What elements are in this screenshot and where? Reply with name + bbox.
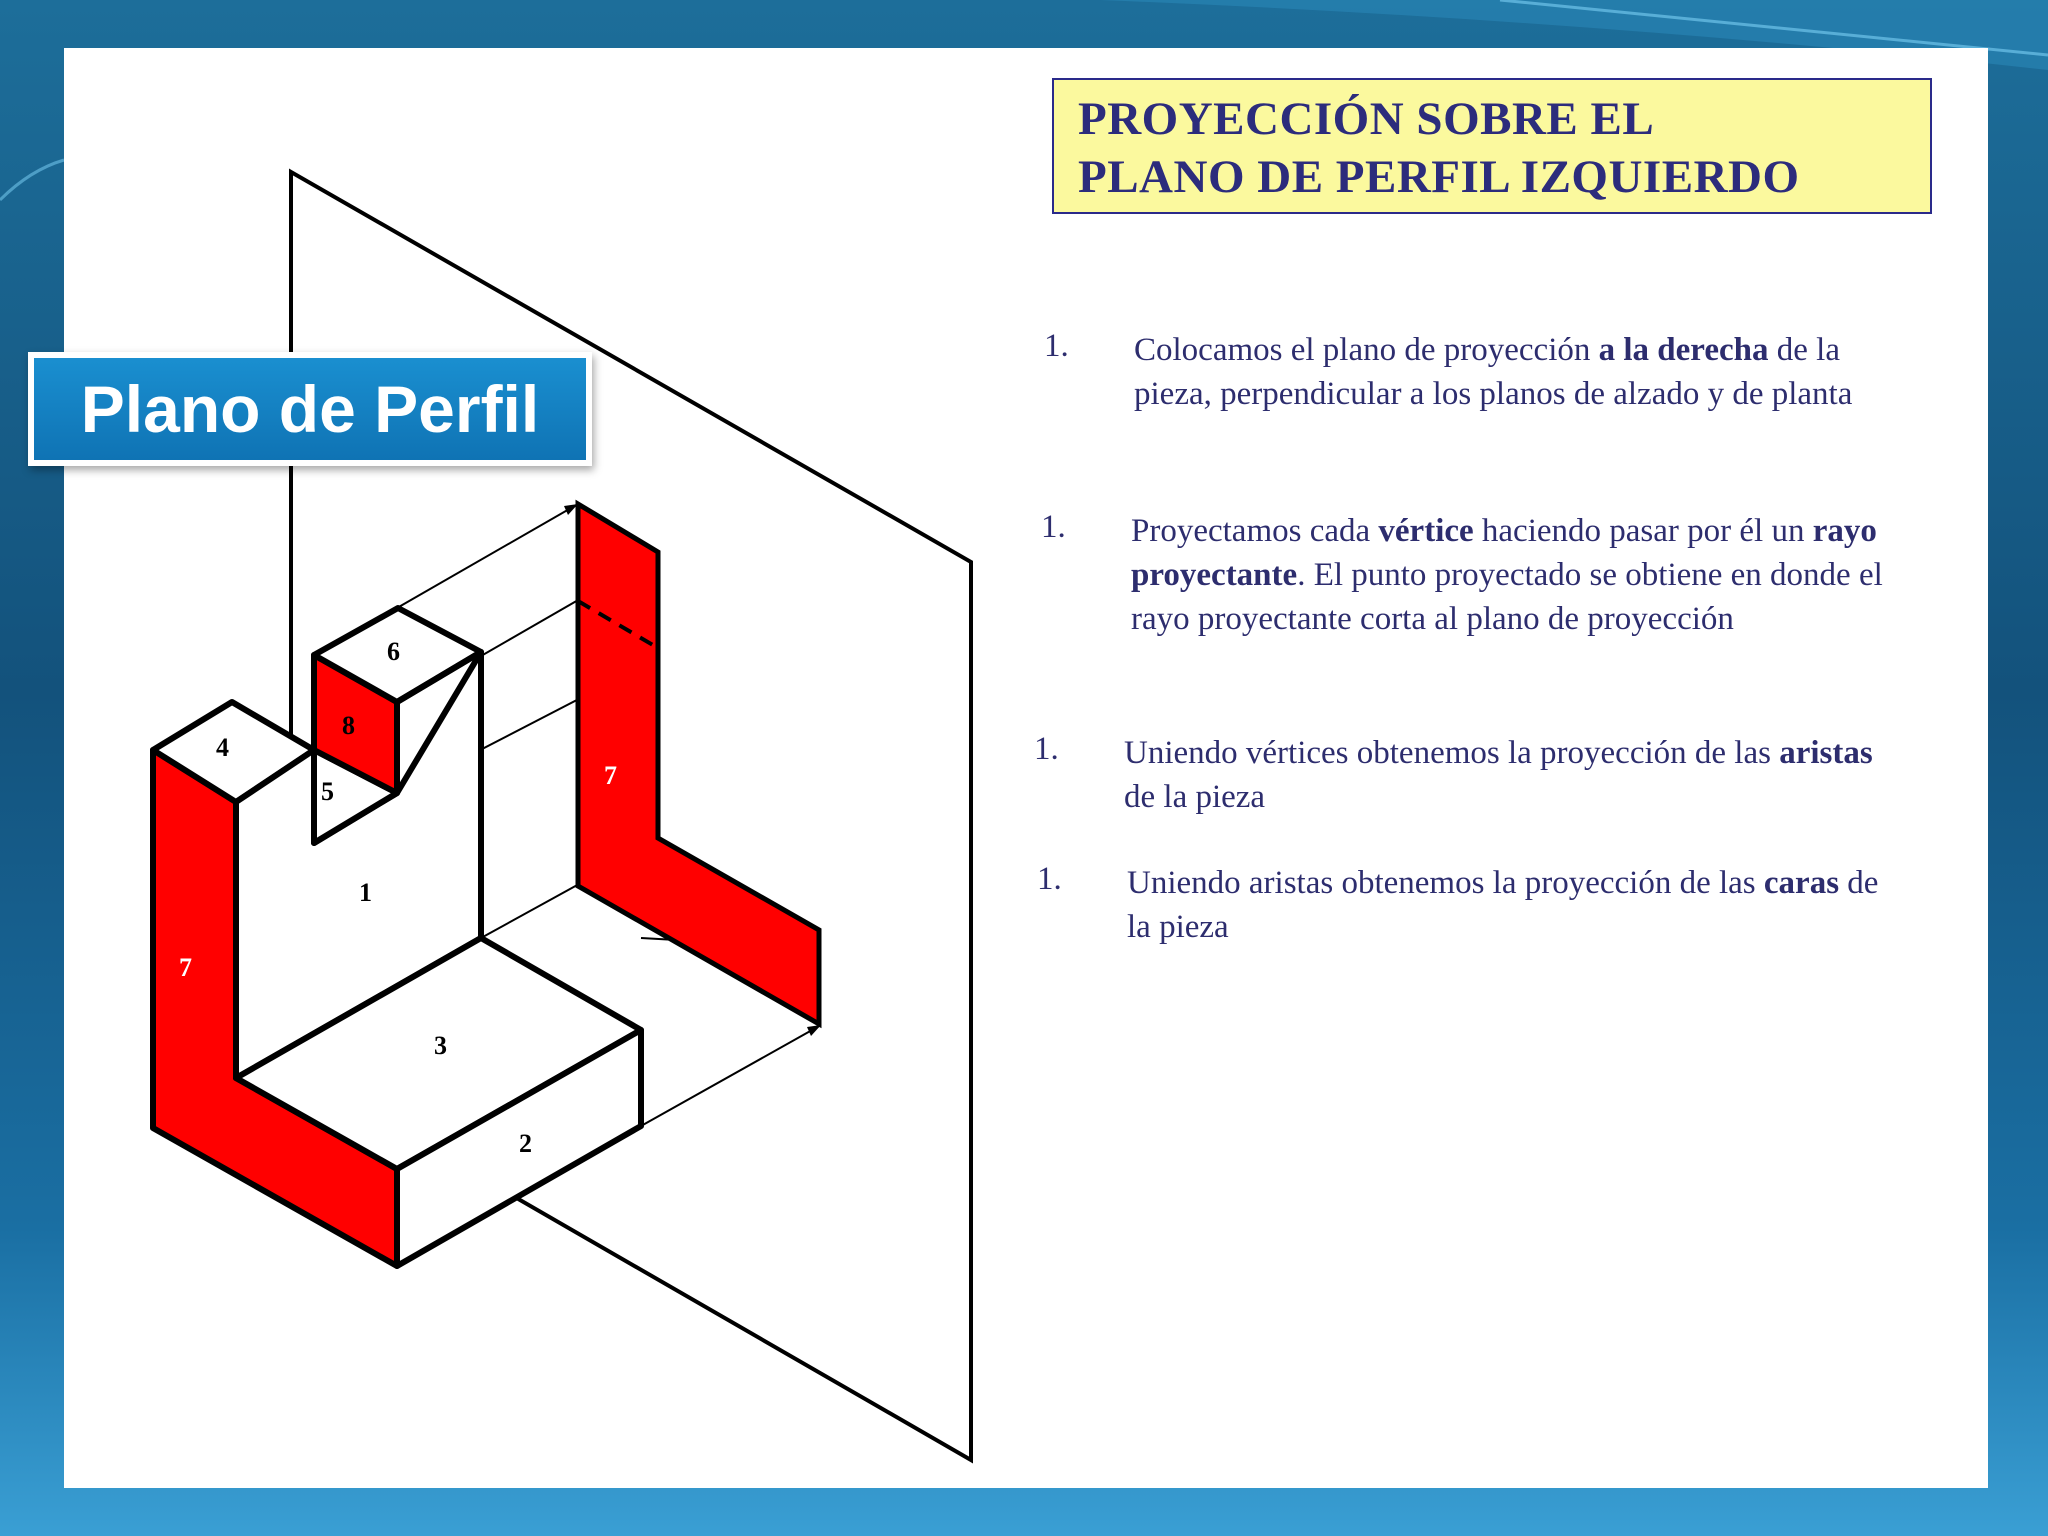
face-label-7-left: 7 xyxy=(179,953,192,982)
face-label-2: 2 xyxy=(519,1129,532,1158)
step-text-run: Uniendo vértices obtenemos la proyección de las xyxy=(1124,735,1780,771)
badge-label: Plano de Perfil xyxy=(80,372,540,446)
face-label-7-right: 7 xyxy=(604,761,617,790)
slide-title xyxy=(1052,78,1932,214)
step-text-run: de la pieza, perpendicular a los planos de alzado y de planta xyxy=(1134,332,1853,412)
step-text-emphasis: a la derecha xyxy=(1598,332,1769,368)
step-text-run: Uniendo aristas obtenemos la proyección de las xyxy=(1127,865,1764,901)
face-label-6: 6 xyxy=(387,637,400,666)
step-text xyxy=(1134,328,1914,416)
step-text-emphasis: caras xyxy=(1763,865,1840,901)
step-text-emphasis: vértice xyxy=(1378,513,1474,549)
step-text xyxy=(1124,731,1904,819)
face-label-1: 1 xyxy=(359,878,372,907)
step-text-run: Proyectamos cada xyxy=(1131,513,1379,549)
face-label-4: 4 xyxy=(216,733,229,762)
step-text-run: de la pieza xyxy=(1127,865,1879,945)
step-number: 1. xyxy=(1034,731,1059,767)
step-text-run: Colocamos el plano de proyección xyxy=(1134,332,1599,368)
step-text xyxy=(1127,861,1907,949)
step-text-run: haciendo pasar por él un xyxy=(1473,513,1813,549)
step-text-emphasis: rayo proyectante xyxy=(1131,513,1877,593)
step-text-run: . El punto proyectado se obtiene en donde el rayo proyectante corta al plano de proyección xyxy=(1131,557,1883,637)
face-label-3: 3 xyxy=(434,1031,447,1060)
title-line-2: PLANO DE PERFIL IZQUIERDO xyxy=(1078,151,1800,203)
projection-diagram xyxy=(64,48,1088,1488)
plano-de-perfil-badge xyxy=(28,352,592,466)
step-text xyxy=(1131,509,1911,641)
face-label-8: 8 xyxy=(342,711,355,740)
title-line-1: PROYECCIÓN SOBRE EL xyxy=(1078,93,1655,145)
slide xyxy=(64,48,1988,1488)
step-text-emphasis: aristas xyxy=(1779,735,1873,771)
step-number: 1. xyxy=(1044,328,1069,364)
step-number: 1. xyxy=(1041,509,1066,545)
face-label-5: 5 xyxy=(321,777,334,806)
step-text-run: de la pieza xyxy=(1124,779,1266,815)
badge-background xyxy=(34,358,586,460)
step-number: 1. xyxy=(1037,861,1062,897)
